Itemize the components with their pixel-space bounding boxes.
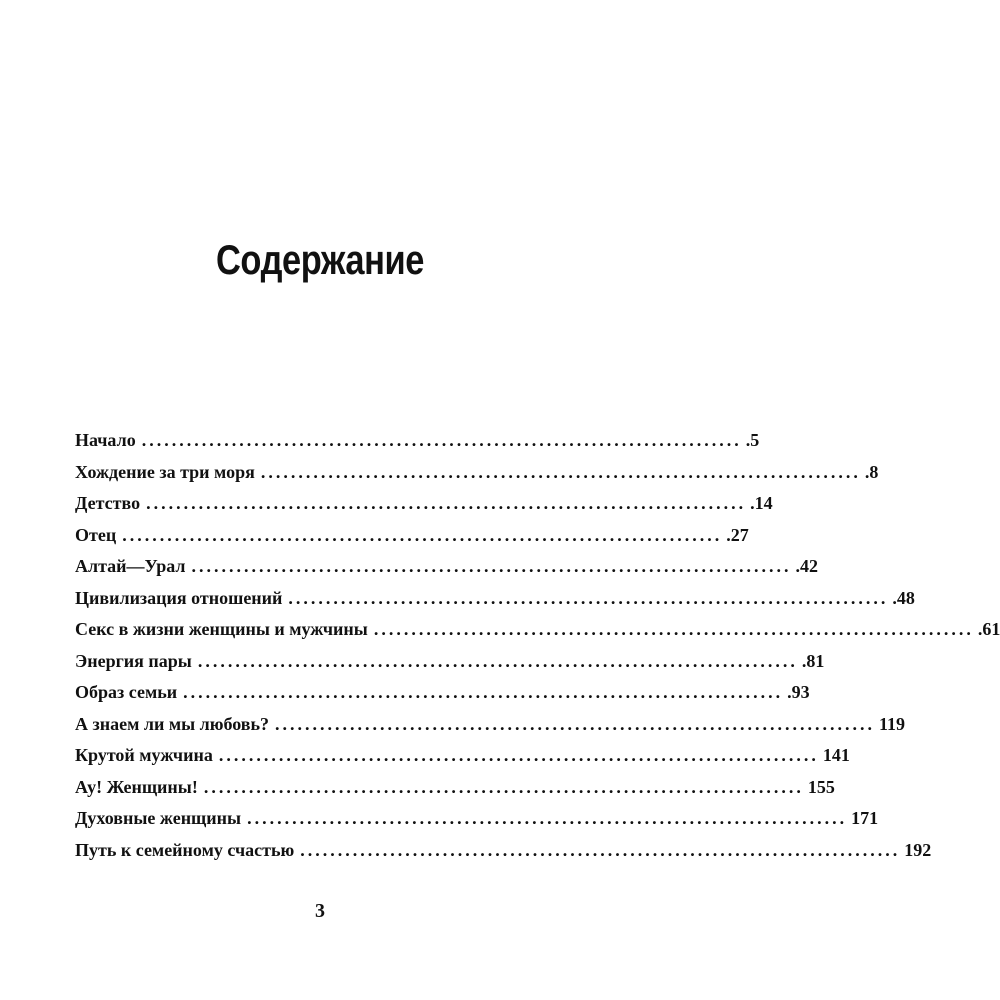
- dot-leader: ................................................................................: [247, 808, 848, 828]
- dot-leader: ................................................................................: [183, 682, 784, 702]
- toc-entry-title: Путь к семейному счастью: [75, 839, 295, 860]
- toc-entry-title: Энергия пары: [75, 650, 192, 671]
- toc-entry-title: Цивилизация отношений: [75, 587, 283, 608]
- dot-leader: ................................................................................: [197, 650, 798, 671]
- dot-leader: ................................................................................: [141, 430, 742, 450]
- dot-leader: ................................................................................: [275, 713, 876, 734]
- toc-entry-title: Детство: [75, 493, 141, 513]
- toc-entry-page: .42: [795, 556, 819, 576]
- toc-entry: [75, 493, 773, 525]
- toc-entry: [75, 808, 879, 840]
- toc-entry: [75, 776, 835, 809]
- dot-leader: ................................................................................: [373, 619, 974, 639]
- dot-leader: ................................................................................: [218, 745, 819, 765]
- toc-entry-title: А знаем ли мы любовь?: [75, 713, 270, 734]
- toc-entry-title: Духовные женщины: [75, 808, 242, 828]
- toc-entry-page: 192: [904, 839, 932, 860]
- toc-entry-title: Образ семьи: [75, 682, 178, 702]
- toc-entry-page: .8: [864, 461, 879, 482]
- table-of-contents: [75, 430, 1000, 871]
- toc-entry-page: .93: [787, 682, 810, 702]
- dot-leader: ................................................................................: [191, 556, 792, 576]
- dot-leader: ................................................................................: [203, 776, 804, 797]
- toc-entry: [75, 619, 1000, 651]
- toc-entry-title: Секс в жизни женщины и мужчины: [75, 619, 368, 639]
- toc-entry-page: 119: [879, 713, 906, 734]
- page-number: 3: [315, 900, 325, 922]
- dot-leader: ................................................................................: [288, 587, 889, 608]
- dot-leader: ................................................................................: [260, 461, 861, 482]
- dot-leader: ................................................................................: [300, 839, 901, 860]
- toc-entry-title: Хождение за три моря: [75, 461, 255, 482]
- toc-entry-page: .5: [745, 430, 760, 450]
- toc-entry: [75, 461, 879, 494]
- toc-entry-title: Ау! Женщины!: [75, 776, 198, 797]
- toc-entry-title: Крутой мужчина: [75, 745, 213, 765]
- dot-leader: ................................................................................: [122, 524, 723, 545]
- toc-entry: [75, 745, 850, 777]
- toc-entry: [75, 650, 825, 683]
- toc-entry-page: 141: [822, 745, 850, 765]
- contents-heading: Содержание: [215, 236, 425, 283]
- toc-entry-title: Начало: [75, 430, 136, 450]
- toc-entry-page: 155: [807, 776, 835, 797]
- toc-entry: [75, 430, 760, 462]
- toc-entry: [75, 556, 819, 588]
- toc-entry-page: .27: [726, 524, 749, 545]
- toc-entry-title: Алтай—Урал: [75, 556, 186, 576]
- toc-entry: [75, 524, 749, 557]
- toc-entry: [75, 587, 915, 620]
- toc-entry: [75, 839, 932, 872]
- toc-entry-page: 171: [851, 808, 879, 828]
- dot-leader: ................................................................................: [146, 493, 747, 513]
- toc-entry-page: .48: [892, 587, 915, 608]
- toc-entry: [75, 713, 906, 746]
- toc-entry: [75, 682, 810, 714]
- toc-entry-page: .81: [801, 650, 825, 671]
- toc-entry-title: Отец: [75, 524, 117, 545]
- toc-entry-page: .61: [977, 619, 1000, 639]
- toc-entry-page: .14: [750, 493, 773, 513]
